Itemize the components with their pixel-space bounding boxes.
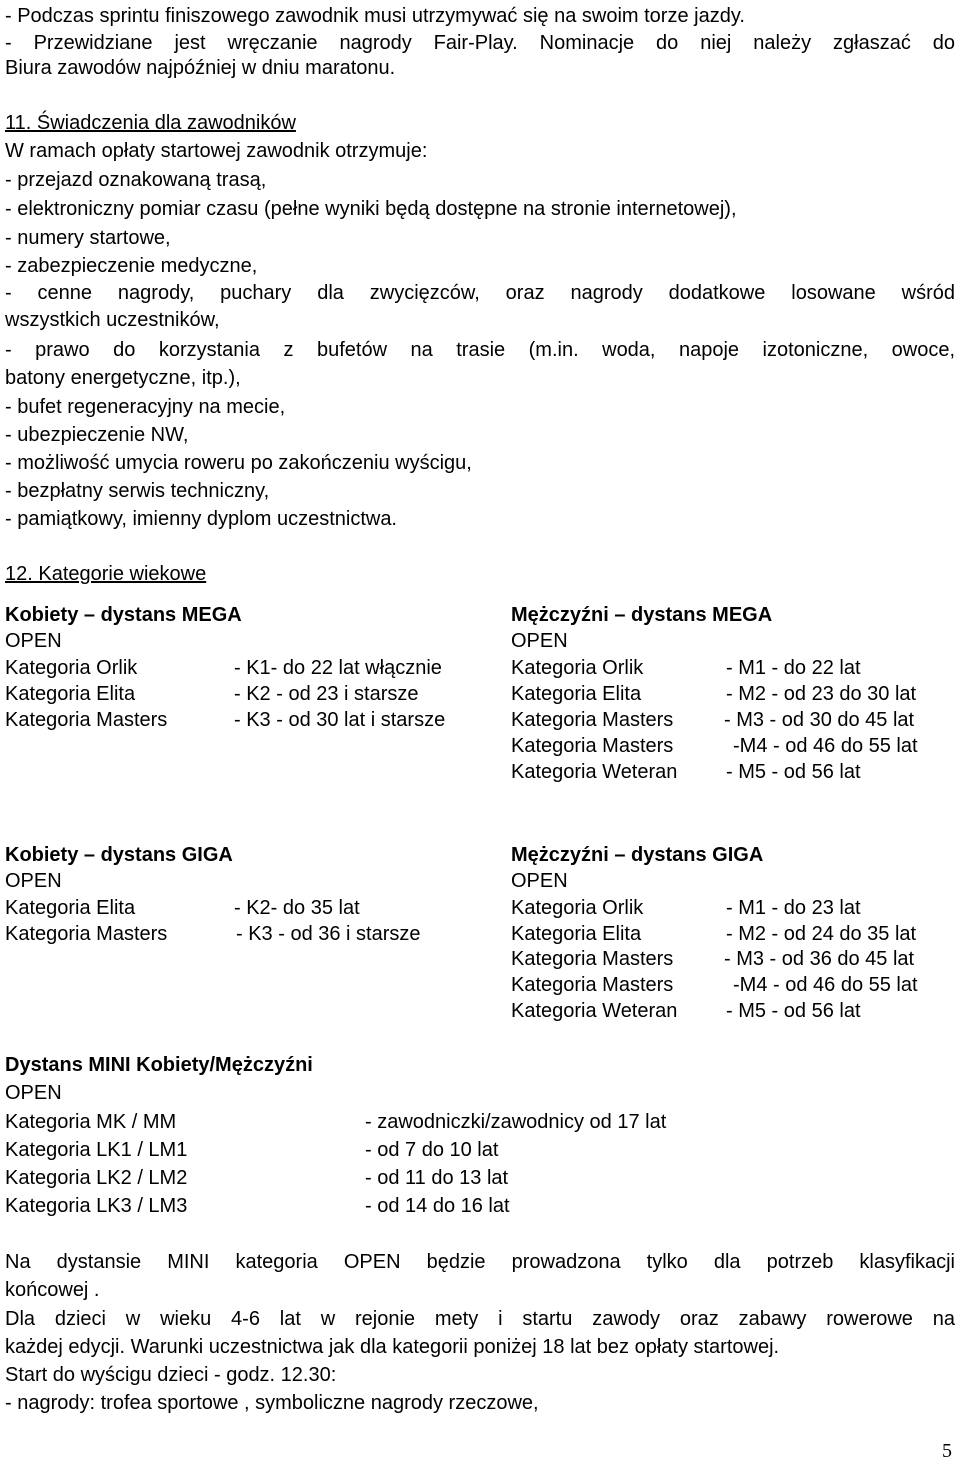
category-range: - M1 - do 22 lat bbox=[726, 657, 861, 679]
category-range: - M2 - od 23 do 30 lat bbox=[726, 683, 917, 705]
category-name: Kategoria Orlik bbox=[511, 897, 644, 919]
note-line-6: - nagrody: trofea sportowe , symboliczne nagrody rzeczowe, bbox=[5, 1392, 539, 1414]
category-name: Kategoria Masters bbox=[5, 923, 168, 945]
intro-line-3: Biura zawodów najpóźniej w dniu maratonu. bbox=[5, 57, 396, 79]
section-12-heading: 12. Kategorie wiekowe bbox=[5, 563, 207, 585]
giga-men-title: Mężczyźni – dystans GIGA bbox=[511, 844, 764, 866]
category-name: Kategoria Masters bbox=[511, 709, 674, 731]
category-name: Kategoria Elita bbox=[511, 683, 642, 705]
note-line-4: każdej edycji. Warunki uczestnictwa jak dla kategorii poniżej 18 lat bez opłaty startowej. bbox=[5, 1336, 780, 1358]
category-name: Kategoria LK1 / LM1 bbox=[5, 1139, 188, 1161]
benefit-item: - prawo do korzystania z bufetów na trasie (m.in. woda, napoje izotoniczne, owoce, bbox=[5, 339, 955, 361]
category-name: Kategoria Elita bbox=[5, 897, 136, 919]
category-name: Kategoria Masters bbox=[5, 709, 168, 731]
benefit-item: - zabezpieczenie medyczne, bbox=[5, 255, 258, 277]
mega-women-open: OPEN bbox=[5, 630, 62, 652]
benefit-item: - bufet regeneracyjny na mecie, bbox=[5, 396, 286, 418]
mega-men-open: OPEN bbox=[511, 630, 568, 652]
category-range: - M2 - od 24 do 35 lat bbox=[726, 923, 917, 945]
benefit-item: batony energetyczne, itp.), bbox=[5, 367, 241, 389]
benefit-item: - ubezpieczenie NW, bbox=[5, 424, 189, 446]
category-name: Kategoria Masters bbox=[511, 974, 674, 996]
category-range: - K2 - od 23 i starsze bbox=[234, 683, 419, 705]
category-name: Kategoria LK3 / LM3 bbox=[5, 1195, 188, 1217]
benefit-item: - pamiątkowy, imienny dyplom uczestnictwa. bbox=[5, 508, 397, 530]
category-range: -M4 - od 46 do 55 lat bbox=[733, 974, 918, 996]
category-name: Kategoria Elita bbox=[5, 683, 136, 705]
category-name: Kategoria Masters bbox=[511, 948, 674, 970]
category-name: Kategoria Masters bbox=[511, 735, 674, 757]
category-range: -M4 - od 46 do 55 lat bbox=[733, 735, 918, 757]
page-number: 5 bbox=[942, 1440, 952, 1462]
mega-men-title: Mężczyźni – dystans MEGA bbox=[511, 604, 773, 626]
giga-women-title: Kobiety – dystans GIGA bbox=[5, 844, 233, 866]
mini-title: Dystans MINI Kobiety/Mężczyźni bbox=[5, 1054, 313, 1076]
note-line-1: Na dystansie MINI kategoria OPEN będzie prowadzona tylko dla potrzeb klasyfikacji bbox=[5, 1251, 955, 1273]
giga-women-open: OPEN bbox=[5, 870, 62, 892]
category-range: - K2- do 35 lat bbox=[234, 897, 360, 919]
category-range: - K1- do 22 lat włącznie bbox=[234, 657, 442, 679]
benefit-item: - numery startowe, bbox=[5, 227, 171, 249]
note-line-5: Start do wyścigu dzieci - godz. 12.30: bbox=[5, 1364, 337, 1386]
category-name: Kategoria Weteran bbox=[511, 761, 678, 783]
benefit-item: - przejazd oznakowaną trasą, bbox=[5, 169, 267, 191]
giga-men-open: OPEN bbox=[511, 870, 568, 892]
category-range: - od 11 do 13 lat bbox=[365, 1167, 509, 1189]
section-11-intro: W ramach opłaty startowej zawodnik otrzymuje: bbox=[5, 140, 428, 162]
category-range: - M1 - do 23 lat bbox=[726, 897, 861, 919]
category-name: Kategoria Orlik bbox=[5, 657, 138, 679]
benefit-item: - bezpłatny serwis techniczny, bbox=[5, 480, 270, 502]
note-line-2: końcowej . bbox=[5, 1279, 100, 1301]
category-name: Kategoria Weteran bbox=[511, 1000, 678, 1022]
benefit-item: - cenne nagrody, puchary dla zwycięzców, oraz nagrody dodatkowe losowane wśród bbox=[5, 282, 955, 304]
section-11-heading: 11. Świadczenia dla zawodników bbox=[5, 112, 296, 134]
intro-line-1: - Podczas sprintu finiszowego zawodnik musi utrzymywać się na swoim torze jazdy. bbox=[5, 5, 745, 27]
category-name: Kategoria LK2 / LM2 bbox=[5, 1167, 188, 1189]
note-line-3: Dla dzieci w wieku 4-6 lat w rejonie mety i startu zawody oraz zabawy rowerowe na bbox=[5, 1308, 955, 1330]
category-range: - K3 - od 36 i starsze bbox=[236, 923, 421, 945]
category-name: Kategoria Elita bbox=[511, 923, 642, 945]
category-range: - M5 - od 56 lat bbox=[726, 1000, 861, 1022]
category-range: - M3 - od 36 do 45 lat bbox=[724, 948, 915, 970]
category-range: - od 14 do 16 lat bbox=[365, 1195, 510, 1217]
category-range: - zawodniczki/zawodnicy od 17 lat bbox=[365, 1111, 667, 1133]
benefit-item: - elektroniczny pomiar czasu (pełne wyniki będą dostępne na stronie internetowej), bbox=[5, 198, 737, 220]
category-range: - K3 - od 30 lat i starsze bbox=[234, 709, 446, 731]
category-range: - M3 - od 30 do 45 lat bbox=[724, 709, 915, 731]
category-name: Kategoria MK / MM bbox=[5, 1111, 177, 1133]
benefit-item: wszystkich uczestników, bbox=[5, 309, 220, 331]
category-range: - od 7 do 10 lat bbox=[365, 1139, 499, 1161]
category-range: - M5 - od 56 lat bbox=[726, 761, 861, 783]
mega-women-title: Kobiety – dystans MEGA bbox=[5, 604, 242, 626]
benefit-item: - możliwość umycia roweru po zakończeniu wyścigu, bbox=[5, 452, 472, 474]
category-name: Kategoria Orlik bbox=[511, 657, 644, 679]
intro-line-2: - Przewidziane jest wręczanie nagrody Fair-Play. Nominacje do niej należy zgłaszać do bbox=[5, 32, 955, 54]
mini-open: OPEN bbox=[5, 1082, 62, 1104]
